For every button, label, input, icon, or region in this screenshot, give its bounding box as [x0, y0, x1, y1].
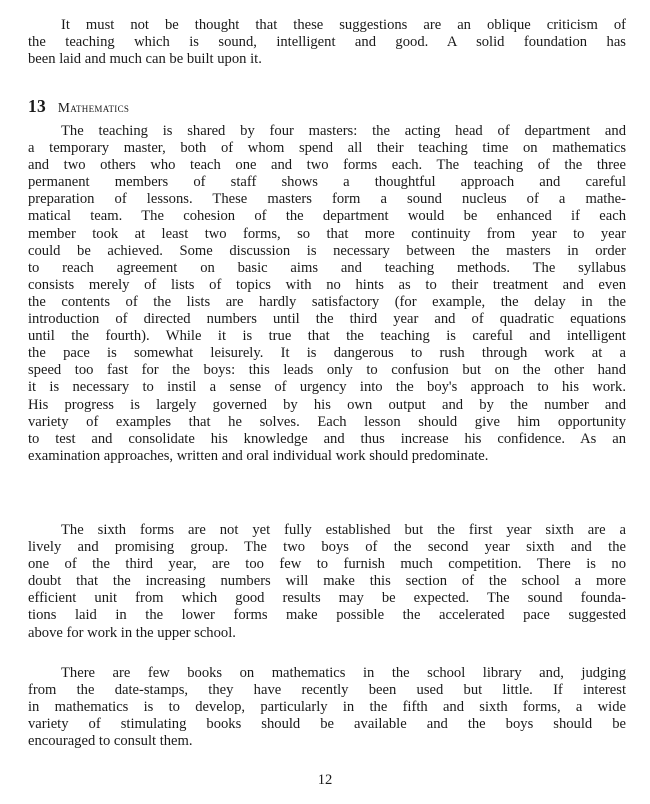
text-line: variety of examples that he solves. Each lesson should give him opportunity — [28, 413, 626, 430]
section-number: 13 — [28, 96, 46, 116]
text-line: tions laid in the lower forms make possible the accelerated pace suggested — [28, 607, 626, 624]
text-line: until the fourth). While it is true that the teaching is careful and intelligent — [28, 328, 626, 345]
text-line: matical team. The cohesion of the department would be enhanced if each — [28, 208, 626, 225]
text-line: been laid and much can be built upon it. — [28, 51, 262, 68]
text-line: a temporary master, both of whom spend all their teaching time on mathematics — [28, 140, 626, 157]
text-line: it is necessary to instil a sense of urgency into the boy's approach to his work. — [28, 379, 626, 396]
text-line: the pace is somewhat leisurely. It is dangerous to rush through work at a — [28, 345, 626, 362]
intro-paragraph — [28, 17, 626, 68]
text-line: introduction of directed numbers until the third year and of quadratic equations — [28, 311, 626, 328]
text-line: in mathematics is to develop, particularly in the fifth and sixth forms, a wide — [28, 699, 626, 716]
text-line: member took at least two forms, so that more continuity from year to year — [28, 225, 626, 242]
text-line: The teaching is shared by four masters: the acting head of department and — [61, 123, 626, 139]
text-line: variety of stimulating books should be available and the boys should be — [28, 716, 626, 733]
text-line: It must not be thought that these suggestions are an oblique criticism of — [61, 17, 626, 33]
text-line: could be achieved. Some discussion is necessary between the masters in order — [28, 242, 626, 259]
paragraph-sixth-forms — [28, 522, 626, 642]
page-number: 12 — [317, 772, 333, 788]
text-line: and two others who teach one and two forms each. The teaching of the three — [28, 157, 626, 174]
text-line: encouraged to consult them. — [28, 733, 193, 750]
text-line: doubt that the increasing numbers will make this section of the school a more — [28, 573, 626, 590]
text-line: preparation of lessons. These masters form a sound nucleus of a mathe- — [28, 191, 626, 208]
text-line: The sixth forms are not yet fully established but the first year sixth are a — [61, 522, 626, 538]
text-line: consists merely of lists of topics with no hints as to their treatment and even — [28, 276, 626, 293]
text-line: efficient unit from which good results may be expected. The sound founda- — [28, 590, 626, 607]
paragraph-library — [28, 665, 626, 750]
text-line: There are few books on mathematics in the school library and, judging — [61, 665, 626, 681]
text-line: speed too fast for the boys: this leads only to confusion but on the other hand — [28, 362, 626, 379]
text-line: lively and promising group. The two boys of the second year sixth and the — [28, 539, 626, 556]
text-line: the contents of the lists are hardly satisfactory (for example, the delay in the — [28, 293, 626, 310]
text-line: to test and consolidate his knowledge and thus increase his confidence. As an — [28, 430, 626, 447]
text-line: His progress is largely governed by his own output and by the number and — [28, 396, 626, 413]
text-line: one of the third year, are too few to furnish much competition. There is no — [28, 556, 626, 573]
section-heading — [28, 96, 129, 117]
text-line: examination approaches, written and oral individual work should predominate. — [28, 447, 489, 464]
text-line: permanent members of staff shows a thoughtful approach and careful — [28, 174, 626, 191]
text-line: the teaching which is sound, intelligent and good. A solid foundation has — [28, 34, 626, 51]
text-line: from the date-stamps, they have recently been used but little. If interest — [28, 682, 626, 699]
text-line: to reach agreement on basic aims and teaching methods. The syllabus — [28, 259, 626, 276]
section-title: Mathematics — [57, 100, 130, 115]
paragraph-staffing — [28, 123, 626, 465]
text-line: above for work in the upper school. — [28, 624, 236, 641]
